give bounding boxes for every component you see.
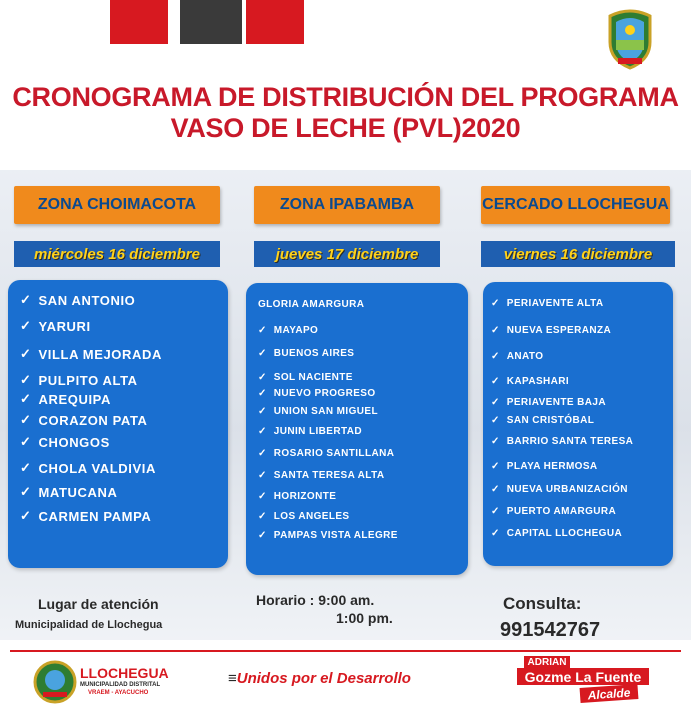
zone-ipabamba-label: ZONA IPABAMBA bbox=[254, 186, 440, 224]
list-item: ✓ SAN CRISTÓBAL bbox=[491, 415, 595, 426]
lugar-value: Municipalidad de Llochegua bbox=[15, 619, 163, 631]
check-icon: ✓ bbox=[258, 448, 267, 459]
list-item: ✓ BUENOS AIRES bbox=[258, 348, 355, 359]
check-icon: ✓ bbox=[491, 415, 500, 426]
list-item: ✓ CARMEN PAMPA bbox=[20, 508, 152, 524]
list-item: ✓ PERIAVENTE BAJA bbox=[491, 397, 606, 408]
check-icon: ✓ bbox=[258, 406, 267, 417]
page-title bbox=[0, 82, 691, 144]
check-icon: ✓ bbox=[491, 351, 500, 362]
check-icon: ✓ bbox=[491, 461, 500, 472]
decor-bar-red-right bbox=[246, 0, 304, 44]
check-icon: ✓ bbox=[491, 325, 500, 336]
places-panel-cercado bbox=[483, 282, 673, 566]
list-item: ✓ NUEVO PROGRESO bbox=[258, 388, 376, 399]
list-item: ✓ AREQUIPA bbox=[20, 391, 111, 407]
coat-of-arms-icon bbox=[602, 6, 658, 70]
zone-cercado-label: CERCADO LLOCHEGUA bbox=[481, 186, 670, 224]
check-icon: ✓ bbox=[491, 376, 500, 387]
list-heading: GLORIA AMARGURA bbox=[258, 299, 365, 310]
check-icon: ✓ bbox=[20, 412, 32, 427]
list-item: ✓ ANATO bbox=[491, 351, 544, 362]
list-item: ✓ PUERTO AMARGURA bbox=[491, 506, 617, 517]
check-icon: ✓ bbox=[491, 397, 500, 408]
check-icon: ✓ bbox=[258, 511, 267, 522]
list-item: ✓ NUEVA ESPERANZA bbox=[491, 325, 612, 336]
date-cercado: viernes 16 diciembre bbox=[481, 241, 675, 267]
list-item: ✓ PULPITO ALTA bbox=[20, 372, 138, 388]
list-item: ✓ SOL NACIENTE bbox=[258, 372, 353, 383]
decor-bar-gray bbox=[180, 0, 242, 44]
logo-sub2: VRAEM - AYACUCHO bbox=[88, 690, 149, 696]
check-icon: ✓ bbox=[491, 506, 500, 517]
list-item: ✓ PAMPAS VISTA ALEGRE bbox=[258, 530, 398, 541]
list-item: ✓ CAPITAL LLOCHEGUA bbox=[491, 528, 623, 539]
zone-choimacota-label: ZONA CHOIMACOTA bbox=[14, 186, 220, 224]
consulta-phone: 991542767 bbox=[500, 619, 601, 641]
list-item: ✓ PLAYA HERMOSA bbox=[491, 461, 598, 472]
divider bbox=[10, 650, 681, 652]
check-icon: ✓ bbox=[20, 391, 32, 406]
check-icon: ✓ bbox=[258, 491, 267, 502]
list-item: ✓ SAN ANTONIO bbox=[20, 292, 136, 308]
check-icon: ✓ bbox=[20, 346, 32, 361]
places-panel-choimacota bbox=[8, 280, 228, 568]
check-icon: ✓ bbox=[20, 372, 32, 387]
date-ipabamba: jueves 17 diciembre bbox=[254, 241, 440, 267]
list-item: ✓ CORAZON PATA bbox=[20, 412, 148, 428]
check-icon: ✓ bbox=[491, 298, 500, 309]
horario-label: Horario : 9:00 am. bbox=[256, 592, 375, 608]
list-item: ✓ LOS ANGELES bbox=[258, 511, 350, 522]
slogan: ≡Unidos por el Desarrollo bbox=[228, 670, 411, 687]
decor-bar-red-left bbox=[110, 0, 168, 44]
check-icon: ✓ bbox=[258, 530, 267, 541]
list-item: ✓ SANTA TERESA ALTA bbox=[258, 470, 385, 481]
check-icon: ✓ bbox=[20, 460, 32, 475]
lugar-label: Lugar de atención bbox=[38, 596, 159, 612]
date-choimacota: miércoles 16 diciembre bbox=[14, 241, 220, 267]
list-item: ✓ UNION SAN MIGUEL bbox=[258, 406, 378, 417]
check-icon: ✓ bbox=[258, 348, 267, 359]
places-panel-ipabamba bbox=[246, 283, 468, 575]
mayor-last-name: Gozme La Fuente bbox=[517, 668, 649, 685]
check-icon: ✓ bbox=[491, 484, 500, 495]
mayor-first-name: ADRIAN bbox=[524, 656, 570, 668]
list-item: ✓ PERIAVENTE ALTA bbox=[491, 298, 604, 309]
check-icon: ✓ bbox=[491, 528, 500, 539]
check-icon: ✓ bbox=[20, 318, 32, 333]
check-icon: ✓ bbox=[491, 436, 500, 447]
check-icon: ✓ bbox=[20, 508, 32, 523]
list-item: ✓ CHOLA VALDIVIA bbox=[20, 460, 156, 476]
consulta-label: Consulta: bbox=[503, 594, 582, 613]
list-item: ✓ CHONGOS bbox=[20, 434, 110, 450]
list-item: ✓ YARURI bbox=[20, 318, 91, 334]
check-icon: ✓ bbox=[258, 388, 267, 399]
list-item: ✓ ROSARIO SANTILLANA bbox=[258, 448, 395, 459]
list-item: ✓ NUEVA URBANIZACIÓN bbox=[491, 484, 628, 495]
check-icon: ✓ bbox=[20, 292, 32, 307]
check-icon: ✓ bbox=[258, 325, 267, 336]
mayor-title: Alcalde bbox=[580, 684, 639, 703]
check-icon: ✓ bbox=[20, 434, 32, 449]
check-icon: ✓ bbox=[258, 372, 267, 383]
list-item: ✓ BARRIO SANTA TERESA bbox=[491, 436, 634, 447]
list-item: ✓ KAPASHARI bbox=[491, 376, 570, 387]
check-icon: ✓ bbox=[20, 484, 32, 499]
municipality-logo-icon bbox=[33, 660, 77, 704]
check-icon: ✓ bbox=[258, 426, 267, 437]
list-item: ✓ VILLA MEJORADA bbox=[20, 346, 162, 362]
list-item: ✓ HORIZONTE bbox=[258, 491, 337, 502]
title-line-2: VASO DE LECHE (PVL)2020 bbox=[170, 113, 521, 143]
list-item: ✓ JUNIN LIBERTAD bbox=[258, 426, 362, 437]
list-item: ✓ MAYAPO bbox=[258, 325, 319, 336]
check-icon: ✓ bbox=[258, 470, 267, 481]
title-line-1: CRONOGRAMA DE DISTRIBUCIÓN DEL PROGRAMA bbox=[12, 82, 679, 112]
list-item: ✓ MATUCANA bbox=[20, 484, 118, 500]
horario-second: 1:00 pm. bbox=[336, 610, 393, 626]
logo-name: LLOCHEGUA bbox=[80, 665, 169, 681]
logo-sub1: MUNICIPALIDAD DISTRITAL bbox=[80, 682, 161, 688]
